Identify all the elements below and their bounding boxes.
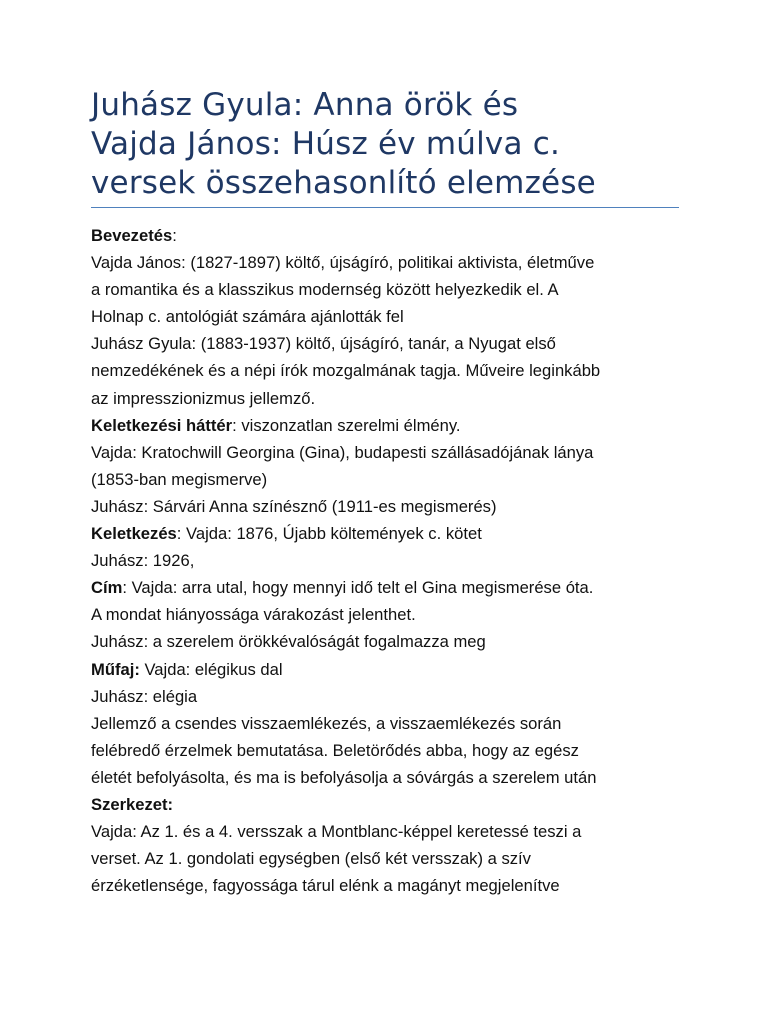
characteristic-line: életét befolyásolta, és ma is befolyásolja a sóvárgás a szerelem után [91, 767, 597, 787]
background-vajda-line: (1853-ban megismerve) [91, 469, 268, 489]
juhasz-bio-line: Juhász Gyula: (1883-1937) költő, újságíró, tanár, a Nyugat első [91, 334, 556, 354]
origin-text: : Vajda: 1876, Újabb költemények c. kötet [176, 524, 482, 544]
title-analysis-text: : Vajda: arra utal, hogy mennyi idő telt el Gina megismerése óta. [122, 578, 594, 598]
genre-heading [91, 656, 711, 683]
vajda-bio-line: a romantika és a klasszikus modernség között helyezkedik el. A [91, 280, 559, 300]
juhasz-bio-line: az impresszionizmus jellemző. [91, 388, 316, 408]
structure-line: verset. Az 1. gondolati egységben (első két versszak) a szív [91, 849, 531, 869]
background-label: Keletkezési háttér [91, 415, 233, 435]
structure-heading: Szerkezet: [91, 794, 174, 814]
title-line: Vajda János: Húsz év múlva c. [91, 126, 560, 162]
title-line: Juhász Gyula: Anna örök és [91, 87, 519, 123]
origin-juhasz-line: Juhász: 1926, [91, 551, 195, 571]
intro-label: Bevezetés [91, 226, 173, 245]
genre-label: Műfaj: [91, 659, 140, 679]
page-title [91, 86, 691, 203]
intro-colon: : [172, 226, 177, 245]
genre-juhasz-line: Juhász: elégia [91, 686, 198, 706]
background-vajda-line: Vajda: Kratochwill Georgina (Gina), budapesti szállásadójának lánya [91, 442, 594, 462]
juhasz-bio-line: nemzedékének és a népi írók mozgalmának tagja. Műveire leginkább [91, 361, 601, 381]
document-body [91, 222, 711, 899]
origin-heading [91, 520, 711, 547]
background-text: : viszonzatlan szerelmi élmény. [232, 415, 461, 435]
background-juhasz-line: Juhász: Sárvári Anna színésznő (1911-es megismerés) [91, 496, 497, 516]
title-analysis-line: A mondat hiányossága várakozást jelenthet. [91, 605, 416, 625]
structure-line: érzéketlensége, fagyossága tárul elénk a magányt megjelenítve [91, 876, 560, 896]
origin-label: Keletkezés [91, 524, 177, 544]
vajda-bio-line: Vajda János: (1827-1897) költő, újságíró, politikai aktivista, életműve [91, 253, 595, 273]
characteristic-line: felébredő érzelmek bemutatása. Beletörődés abba, hogy az egész [91, 740, 579, 760]
title-analysis-juhasz-line: Juhász: a szerelem örökkévalóságát fogalmazza meg [91, 632, 486, 652]
title-analysis-heading [91, 574, 711, 601]
genre-text: Vajda: elégikus dal [139, 659, 283, 679]
background-heading [91, 412, 711, 439]
title-line: versek összehasonlító elemzése [91, 165, 596, 201]
structure-line: Vajda: Az 1. és a 4. versszak a Montblanc-képpel keretessé teszi a [91, 822, 582, 842]
title-divider [91, 207, 679, 208]
vajda-bio-line: Holnap c. antológiát számára ajánlották fel [91, 307, 404, 327]
title-analysis-label: Cím [91, 578, 123, 598]
intro-heading [91, 222, 711, 249]
characteristic-line: Jellemző a csendes visszaemlékezés, a visszaemlékezés során [91, 713, 562, 733]
